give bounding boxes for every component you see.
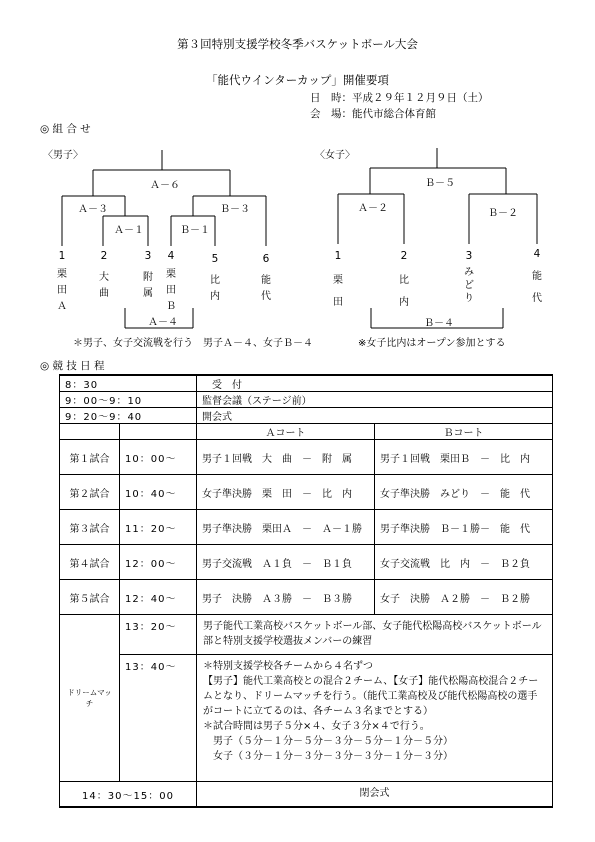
boys-team-name-4: 栗田Ｂ	[166, 269, 176, 312]
game-row-1	[60, 440, 553, 475]
court-b-match: 男子準決勝 Ｂ－１勝－ 能 代	[375, 510, 553, 545]
event-venue: 会 場：能代市総合体育館	[310, 108, 436, 120]
dream-time-1: 13：20～	[120, 615, 197, 655]
event-subtitle: 「能代ウインターカップ」開催要項	[206, 73, 389, 87]
dream-row-match	[60, 655, 553, 782]
girls-game-b2: Ｂ－２	[488, 208, 518, 219]
girls-team-num-1: 1	[334, 250, 342, 262]
event-cell: 監督会議（ステージ前）	[197, 392, 553, 408]
boys-team-name-6: 能代	[261, 275, 271, 302]
boys-game-b3: Ｂ－３	[220, 204, 250, 215]
boys-exchange-game: Ａ－４	[148, 317, 178, 328]
girls-exchange-game: Ｂ－４	[424, 318, 454, 329]
schedule-row-closing	[60, 782, 553, 808]
dream-match-desc	[197, 655, 553, 782]
girls-team-num-3: 3	[465, 250, 473, 262]
time-cell: 9：00～9：10	[60, 392, 197, 408]
court-header-row	[60, 424, 553, 440]
court-a-match: 男子準決勝 栗田Ａ － Ａ－１勝	[197, 510, 375, 545]
open-entry-note: ※女子比内はオープン参加とする	[358, 338, 506, 349]
dream-line: ＊特別支援学校各チームから４名ずつ	[203, 661, 373, 672]
boys-game-b1: Ｂ－１	[180, 225, 210, 236]
game-no: 第２試合	[60, 475, 120, 510]
game-no: 第５試合	[60, 580, 120, 615]
event-title: 第３回特別支援学校冬季バスケットボール大会	[177, 37, 418, 51]
dream-line: ＊試合時間は男子５分×４、女子３分×４で行う。	[203, 721, 430, 732]
court-b-match: 女子交流戦 比 内 － Ｂ２負	[375, 545, 553, 580]
girls-game-a2: Ａ－２	[358, 203, 388, 214]
girls-game-final: Ｂ－５	[425, 178, 455, 189]
boys-team-num-3: 3	[144, 250, 152, 262]
bracket-section-heading: ◎ 組 合 せ	[40, 123, 91, 135]
court-a-match: 男子１回戦 大 曲 － 附 属	[197, 440, 375, 475]
game-row-5	[60, 580, 553, 615]
game-row-2	[60, 475, 553, 510]
boys-team-num-5: 5	[211, 253, 219, 265]
boys-team-name-2: 大曲	[99, 272, 109, 299]
boys-game-a3: Ａ－３	[78, 204, 108, 215]
boys-game-a1: Ａ－１	[114, 225, 144, 236]
game-no: 第３試合	[60, 510, 120, 545]
dream-practice-desc: 男子能代工業高校バスケットボール部、女子能代松陽高校バスケットボール部と特別支援学校選抜メンバーの練習	[197, 615, 553, 655]
dream-match-label: ドリームマッチ	[60, 615, 120, 782]
schedule-row-opening	[60, 408, 553, 424]
boys-team-num-2: 2	[100, 250, 108, 262]
dream-line: 男子（５分－１分－５分－３分－５分－１分－５分）	[203, 736, 453, 747]
event-date: 日 時：平成２９年１２月９日（土）	[310, 92, 489, 104]
girls-team-num-4: 4	[533, 248, 541, 260]
court-a-match: 男子 決勝 Ａ３勝 － Ｂ３勝	[197, 580, 375, 615]
game-time: 12：00～	[120, 545, 197, 580]
game-no: 第１試合	[60, 440, 120, 475]
event-cell: 受 付	[197, 375, 553, 392]
schedule-section-heading: ◎ 競 技 日 程	[40, 360, 105, 372]
court-a-match: 男子交流戦 Ａ１負 － Ｂ１負	[197, 545, 375, 580]
game-row-3	[60, 510, 553, 545]
court-b-match: 女子準決勝 みどり － 能 代	[375, 475, 553, 510]
girls-team-name-3: みどり	[464, 267, 474, 304]
event-cell: 開会式	[197, 408, 553, 424]
dream-line: 【男子】能代工業高校との混合２チーム、【女子】能代松陽高校混合２チームとなり、ドリームマッチを行う。（能代工業高校及び能代松陽高校の選手がコートに立てるのは、各チーム３名までとする）	[203, 676, 539, 717]
court-b-match: 女子 決勝 Ａ２勝 － Ｂ２勝	[375, 580, 553, 615]
boys-label: 〈男子〉	[43, 150, 83, 161]
game-time: 11：20～	[120, 510, 197, 545]
schedule-table	[59, 374, 553, 808]
game-row-4	[60, 545, 553, 580]
girls-team-name-4: 能代	[532, 271, 542, 304]
boys-team-num-6: 6	[262, 253, 270, 265]
schedule-row-meeting	[60, 392, 553, 408]
girls-team-name-1: 栗田	[333, 275, 343, 308]
tournament-bracket	[0, 0, 595, 370]
time-cell: 14：30～15：00	[60, 782, 197, 808]
dream-row-practice	[60, 615, 553, 655]
time-cell: 8：30	[60, 375, 197, 392]
court-a-header: Ａコート	[197, 424, 375, 440]
game-time: 12：40～	[120, 580, 197, 615]
girls-label: 〈女子〉	[315, 150, 355, 161]
boys-game-final: Ａ－６	[150, 180, 180, 191]
court-b-header: Ｂコート	[375, 424, 553, 440]
boys-team-num-1: 1	[58, 250, 66, 262]
game-time: 10：00～	[120, 440, 197, 475]
dream-time-2: 13：40～	[120, 655, 197, 782]
boys-team-num-4: 4	[167, 250, 175, 262]
exchange-note: ＊男子、女子交流戦を行う 男子Ａ－４、女子Ｂ－４	[73, 338, 313, 349]
court-b-match: 男子１回戦 栗田Ｂ － 比 内	[375, 440, 553, 475]
court-a-match: 女子準決勝 栗 田 － 比 内	[197, 475, 375, 510]
girls-team-name-2: 比内	[399, 275, 409, 308]
boys-team-name-5: 比内	[210, 275, 220, 302]
dream-line: 女子（３分－１分－３分－３分－３分－１分－３分）	[203, 751, 453, 762]
time-cell: 9：20～9：40	[60, 408, 197, 424]
boys-team-name-1: 栗田Ａ	[57, 269, 67, 312]
game-time: 10：40～	[120, 475, 197, 510]
game-no: 第４試合	[60, 545, 120, 580]
event-cell: 閉会式	[197, 782, 553, 808]
schedule-row-reception	[60, 375, 553, 392]
boys-team-name-3: 附属	[143, 272, 153, 299]
girls-team-num-2: 2	[400, 250, 408, 262]
